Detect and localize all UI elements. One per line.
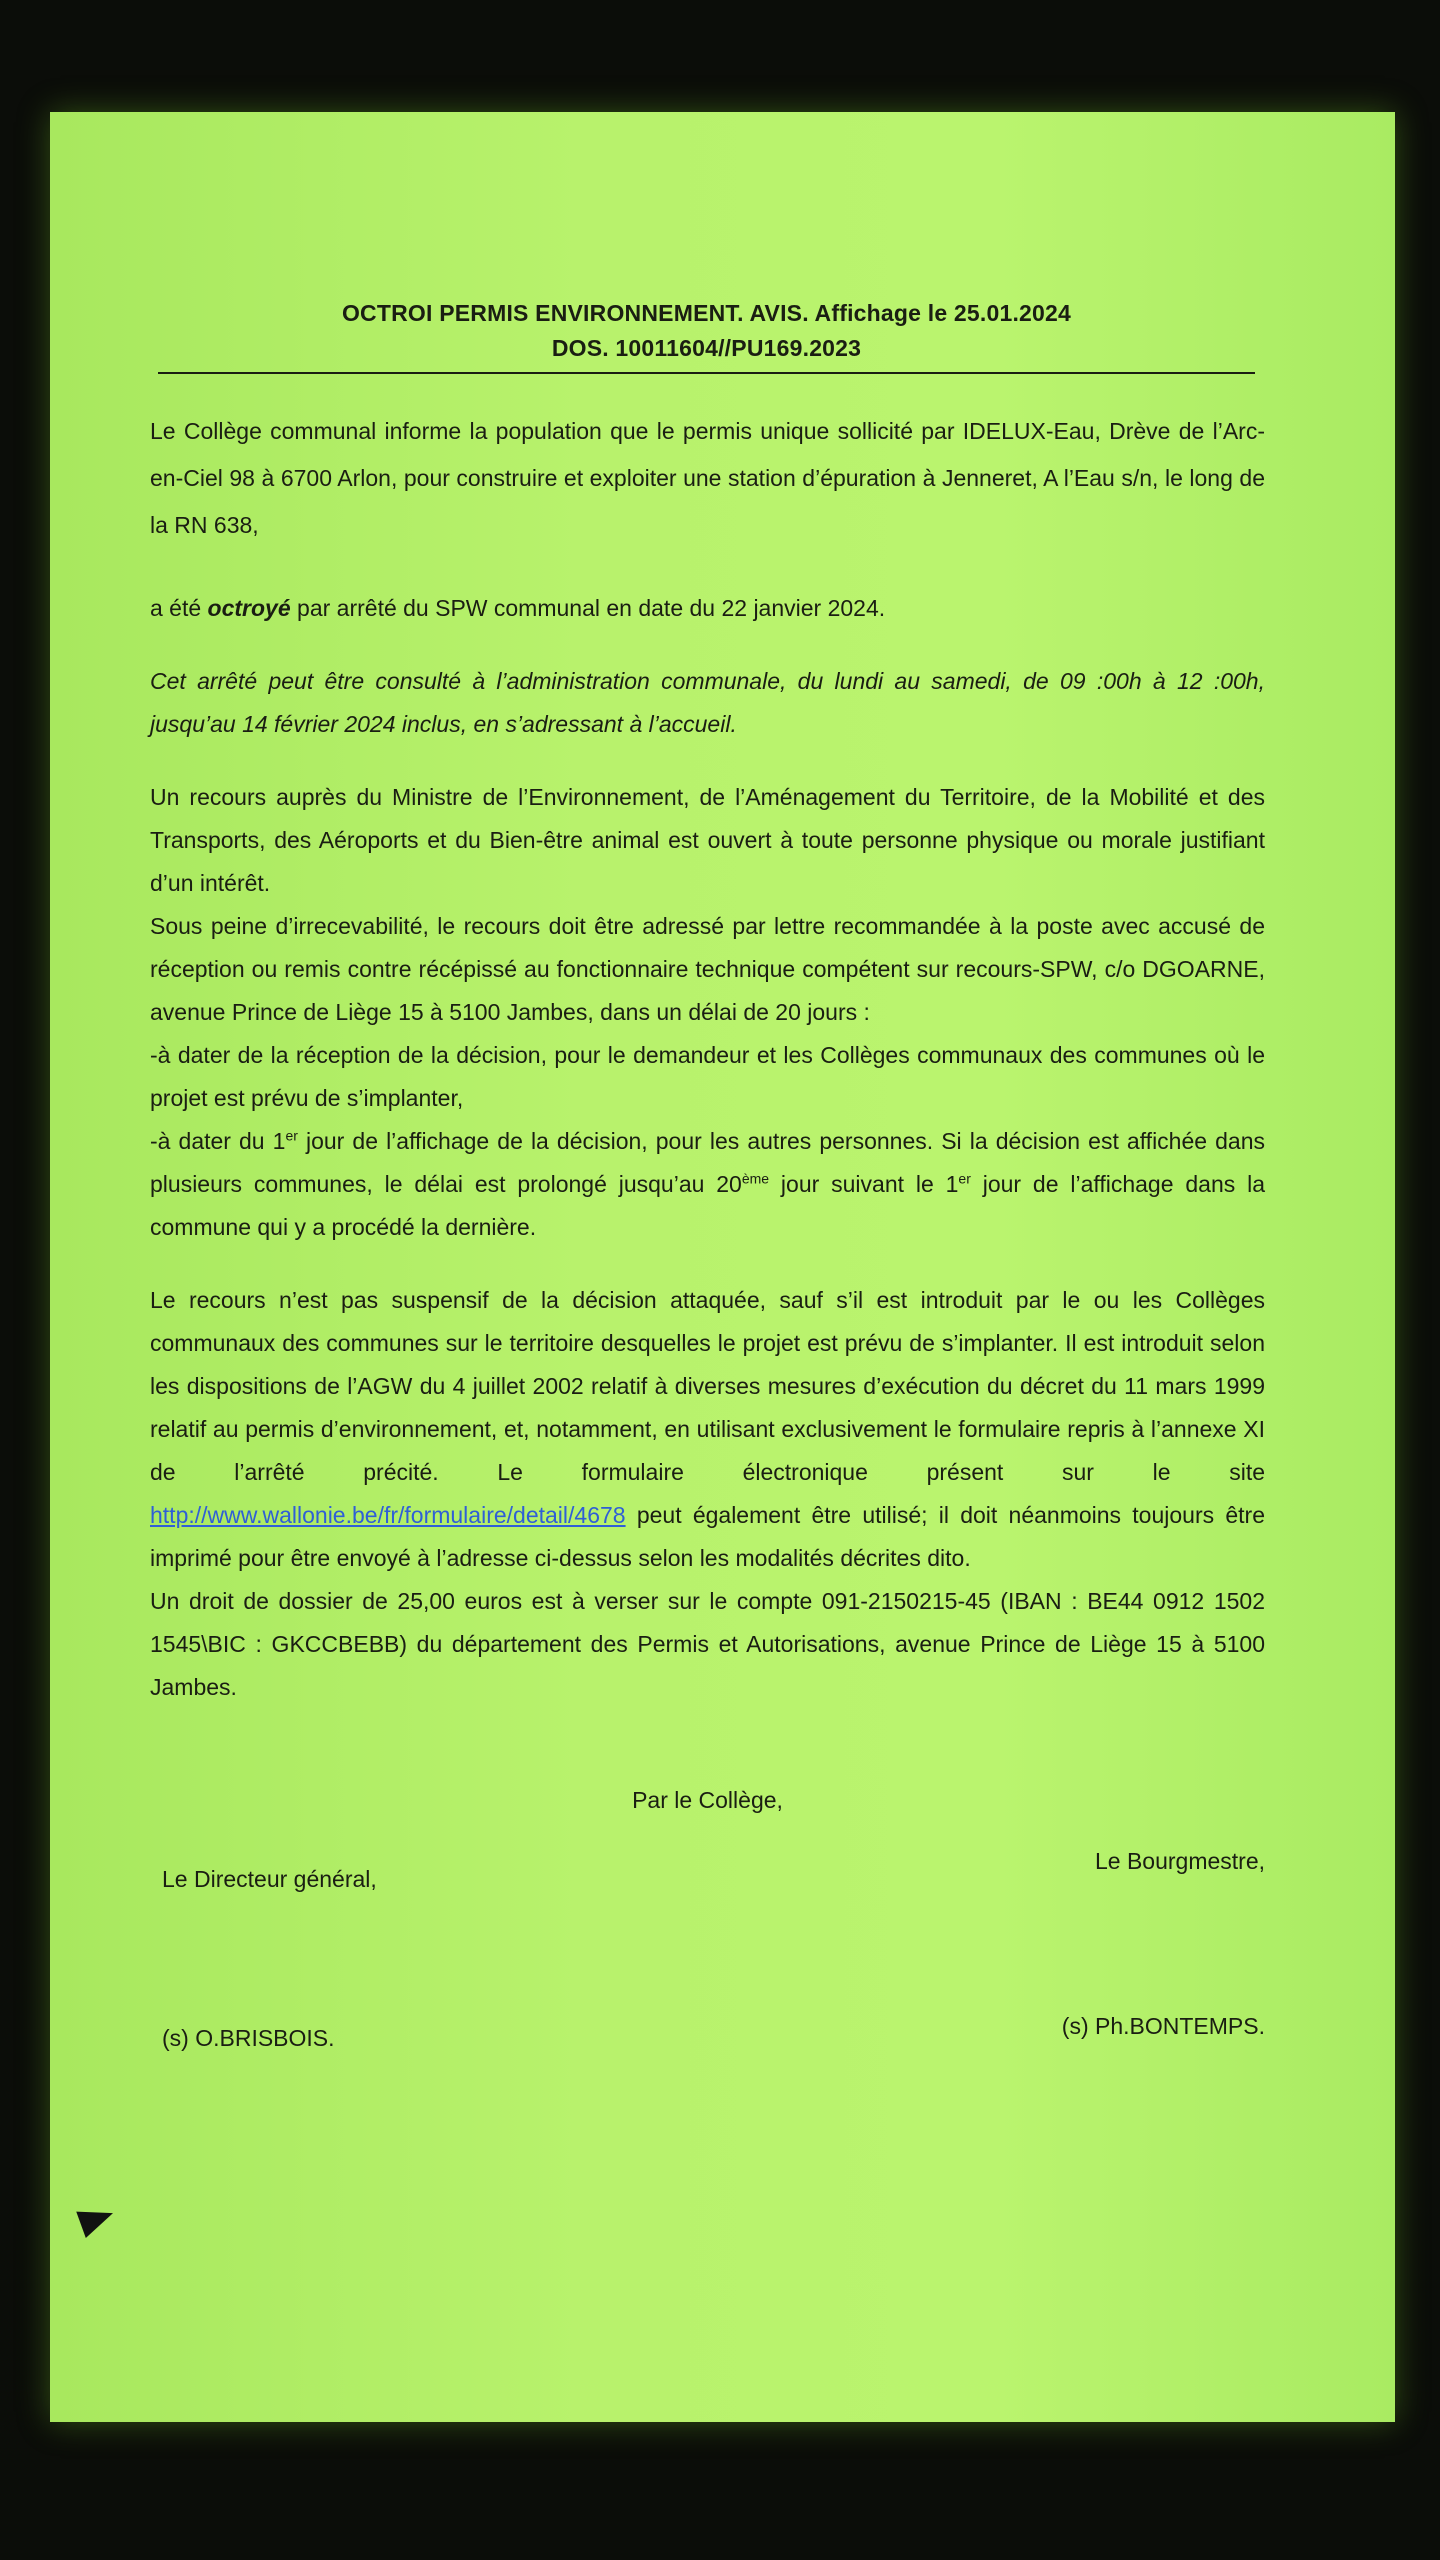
fee-paragraph: Un droit de dossier de 25,00 euros est à verser sur le compte 091-2150215-45 (IBAN : BE44 0912 1502 1545\BIC : GKCCBEBB) du département des Permis et Autorisations, avenue Prince de Liège 15 à 5100 Jambes.	[150, 1588, 1265, 1700]
consult-paragraph: Cet arrêté peut être consulté à l’administration communale, du lundi au samedi, de 09 :00h à 12 :00h, jusqu’au 14 février 2024 inclus, en s’adressant à l’accueil.	[150, 668, 1265, 737]
appeal-paragraph-3: -à dater de la réception de la décision, pour le demandeur et les Collèges communaux des communes où le projet est prévu de s’implanter,	[150, 1042, 1265, 1111]
intro-paragraph: Le Collège communal informe la population que le permis unique sollicité par IDELUX-Eau, Drève de l’Arc-en-Ciel 98 à 6700 Arlon, pour construire et exploiter une station d’épuration à Jenneret, A l’Eau s/n, le long de la RN 638,	[150, 418, 1265, 538]
suspensive-text-after: peut également être utilisé; il doit néanmoins toujours être imprimé pour être envoyé à l’adresse ci-dessus selon les modalités décrites dito.	[150, 1502, 1265, 1571]
suspensive-text-before: Le recours n’est pas suspensif de la décision attaquée, sauf s’il est introduit par le ou les Collèges communaux des communes sur le territoire desquelles le projet est prévu de s’implanter. Il est introduit selon les dispositions de l’AGW du 4 juillet 2002 relatif à diverses mesures d’exécution du décret du 11 mars 1999 relatif au permis d’environnement, et, notamment, en utilisant exclusivement le formulaire repris à l’annexe XI de l’arrêté précité. Le formulaire électronique présent sur le site	[150, 1287, 1265, 1485]
appeal-p4-sup3: er	[958, 1170, 971, 1187]
granted-paragraph	[150, 587, 1265, 630]
appeal-p4-sup2: ème	[741, 1170, 770, 1187]
signature-names-row	[150, 2005, 1265, 2055]
granted-emphasis: octroyé	[207, 595, 291, 621]
appeal-paragraph-1: Un recours auprès du Ministre de l’Environnement, de l’Aménagement du Territoire, de la Mobilité et des Transports, des Aéroports et du Bien-être animal est ouvert à toute personne physique ou morale justifiant d’un intérêt.	[150, 784, 1265, 896]
form-link[interactable]: http://www.wallonie.be/fr/formulaire/detail/4678	[150, 1502, 626, 1528]
header-title: OCTROI PERMIS ENVIRONNEMENT. AVIS. Affichage le 25.01.2024	[341, 300, 1072, 326]
director-title: Le Directeur général,	[162, 1866, 377, 1892]
header-file-number: DOS. 10011604//PU169.2023	[551, 335, 862, 361]
signature-titles-row	[150, 1840, 1265, 1890]
suspensive-paragraph	[150, 1279, 1265, 1580]
granted-after: par arrêté du SPW communal en date du 22 janvier 2024.	[290, 595, 886, 621]
appeal-p4-sup1: er	[285, 1127, 298, 1144]
director-name: (s) O.BRISBOIS.	[162, 2025, 335, 2051]
notice-header	[158, 296, 1255, 374]
appeal-paragraph-4	[150, 1120, 1265, 1249]
appeal-section	[150, 776, 1265, 1249]
notice-document	[150, 296, 1265, 2055]
appeal-p4-d: jour de l’affichage dans la commune qui y a procédé la dernière.	[150, 1171, 1265, 1240]
appeal-p4-b: jour de l’affichage de la décision, pour les autres personnes. Si la décision est affichée dans plusieurs communes, le délai est prolongé jusqu’au 20	[150, 1128, 1265, 1197]
appeal-p4-c: jour suivant le 1	[769, 1171, 959, 1197]
suspensive-section	[150, 1279, 1265, 1709]
mayor-title: Le Bourgmestre,	[1094, 1848, 1265, 1874]
signature-by-college: Par le Collège,	[632, 1787, 783, 1813]
mayor-name: (s) Ph.BONTEMPS.	[1061, 2013, 1265, 2039]
granted-before: a été	[150, 595, 208, 621]
appeal-p4-a: -à dater du 1	[150, 1128, 286, 1154]
appeal-paragraph-2: Sous peine d’irrecevabilité, le recours doit être adressé par lettre recommandée à la poste avec accusé de réception ou remis contre récépissé au fonctionnaire technique compétent sur recours-SPW, c/o DGOARNE, avenue Prince de Liège 15 à 5100 Jambes, dans un délai de 20 jours :	[150, 913, 1265, 1025]
